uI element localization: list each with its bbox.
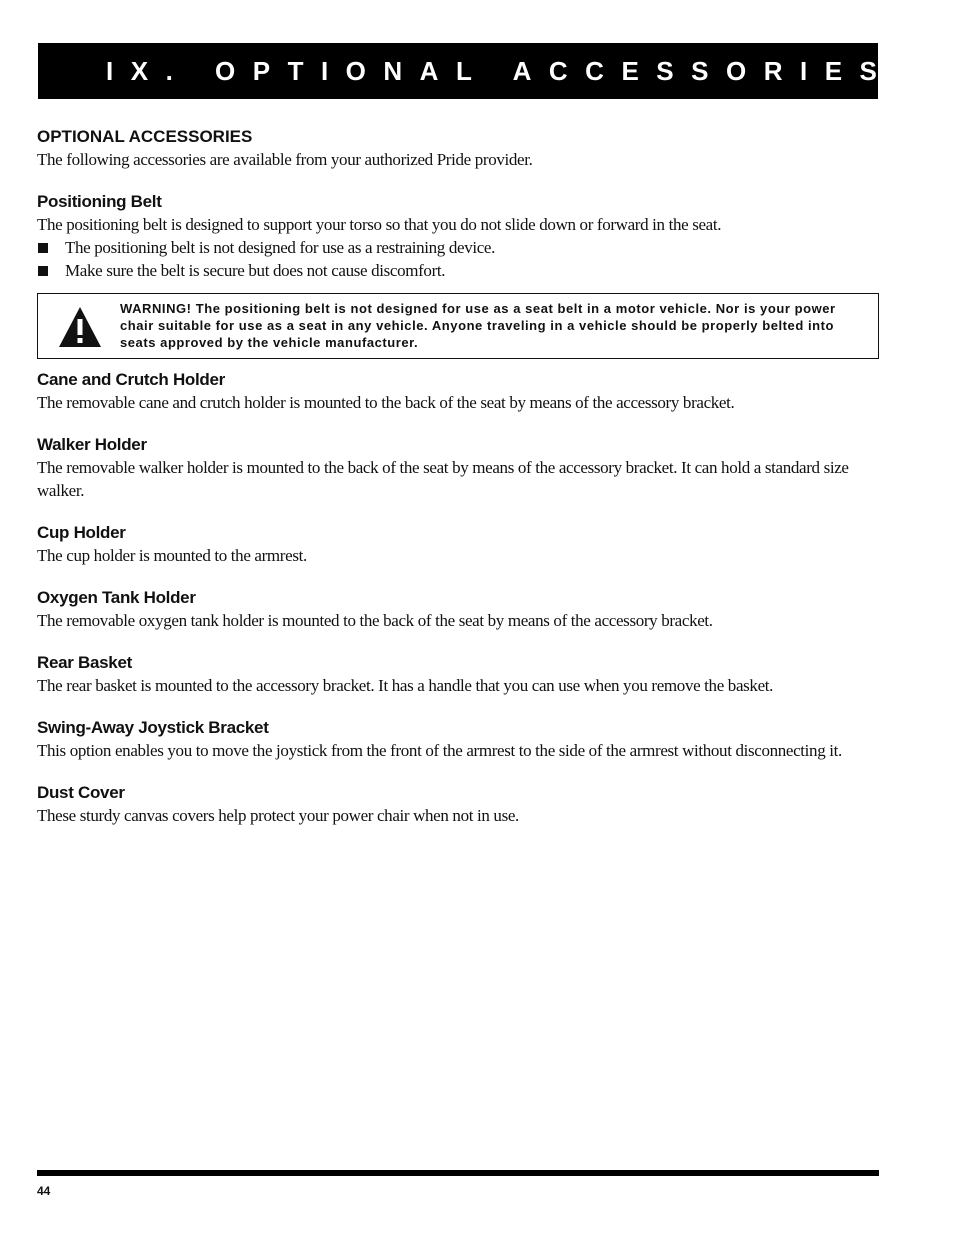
bullet-text: Make sure the belt is secure but does not cause discomfort.	[65, 261, 446, 280]
accessory-heading: Oxygen Tank Holder	[37, 588, 196, 607]
accessory-heading: Swing-Away Joystick Bracket	[37, 718, 269, 737]
accessory-section	[37, 523, 879, 567]
accessory-text: This option enables you to move the joystick from the front of the armrest to the side of the armrest without disconnecting it.	[37, 741, 842, 760]
page-content	[37, 127, 879, 848]
positioning-belt-bullets	[37, 236, 879, 282]
accessory-section	[37, 435, 879, 502]
bullet-item	[37, 236, 879, 259]
warning-box	[37, 293, 879, 359]
footer-rule	[37, 1170, 879, 1176]
intro-text: The following accessories are available from your authorized Pride provider.	[37, 150, 533, 169]
accessory-section	[37, 718, 879, 762]
positioning-belt-text: The positioning belt is designed to support your torso so that you do not slide down or forward in the seat.	[37, 215, 722, 234]
accessory-section	[37, 783, 879, 827]
warning-triangle-icon	[58, 306, 102, 348]
bullet-text: The positioning belt is not designed for use as a restraining device.	[65, 238, 496, 257]
square-bullet-icon	[38, 243, 48, 253]
accessory-section	[37, 588, 879, 632]
accessory-text: The removable oxygen tank holder is mounted to the back of the seat by means of the accessory bracket.	[37, 611, 713, 630]
accessory-heading: Cane and Crutch Holder	[37, 370, 225, 389]
bullet-item	[37, 259, 879, 282]
square-bullet-icon	[38, 266, 48, 276]
accessory-text: The removable cane and crutch holder is mounted to the back of the seat by means of the accessory bracket.	[37, 393, 735, 412]
intro-section	[37, 127, 879, 171]
accessory-heading: Cup Holder	[37, 523, 126, 542]
accessory-section	[37, 653, 879, 697]
positioning-belt-heading: Positioning Belt	[37, 192, 162, 211]
chapter-title: IX. OPTIONAL ACCESSORIES	[106, 56, 895, 86]
accessory-text: These sturdy canvas covers help protect your power chair when not in use.	[37, 806, 519, 825]
accessory-heading: Walker Holder	[37, 435, 147, 454]
accessory-text: The rear basket is mounted to the accessory bracket. It has a handle that you can use when you remove the basket.	[37, 676, 774, 695]
warning-text: WARNING! The positioning belt is not designed for use as a seat belt in a motor vehicle. Nor is your power chair suitable for use as a seat in any vehicle. Anyone traveling in a vehicle should be properly belted into seats approved by the vehicle manufacturer.	[120, 301, 836, 350]
accessory-heading: Dust Cover	[37, 783, 125, 802]
positioning-belt-section	[37, 192, 879, 282]
accessory-text: The cup holder is mounted to the armrest.	[37, 546, 307, 565]
intro-heading: OPTIONAL ACCESSORIES	[37, 127, 253, 146]
accessory-heading: Rear Basket	[37, 653, 132, 672]
accessory-text: The removable walker holder is mounted to the back of the seat by means of the accessory bracket. It can hold a standard size walker.	[37, 458, 849, 500]
chapter-title-bar	[38, 43, 895, 99]
page-number: 44	[37, 1184, 51, 1198]
accessory-section	[37, 370, 879, 414]
